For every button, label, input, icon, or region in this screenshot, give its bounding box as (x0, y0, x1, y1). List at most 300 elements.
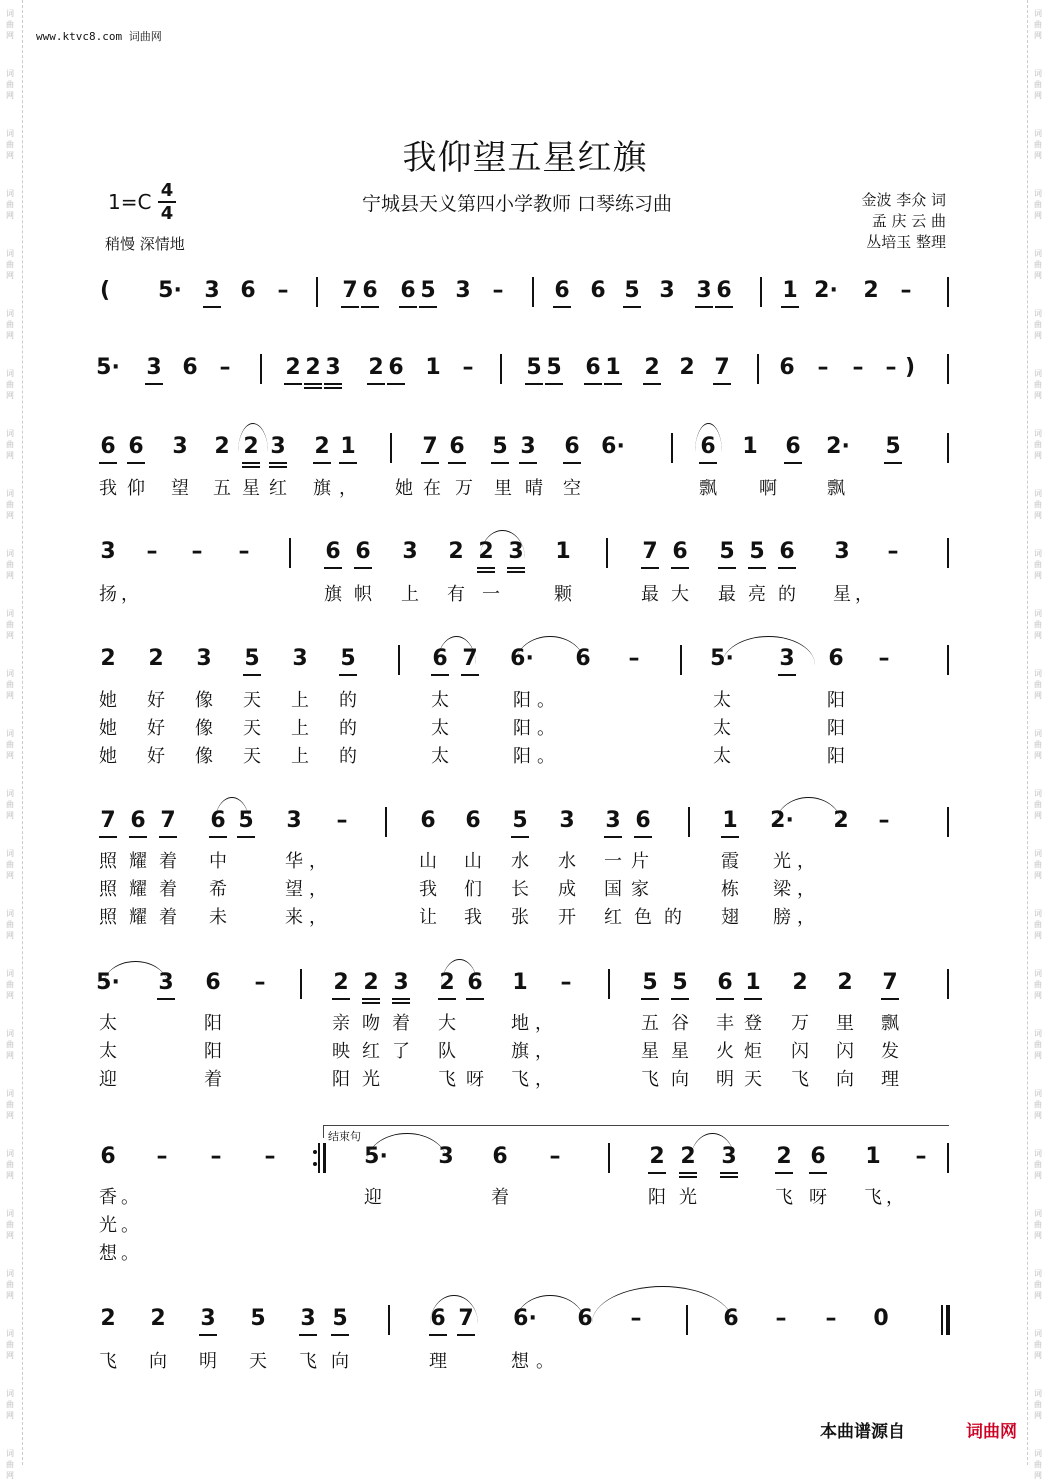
note: – (852, 355, 864, 380)
lyric-char: 飞 (99, 1351, 117, 1372)
lyric-char: 飞 (864, 1187, 882, 1208)
underline (392, 998, 410, 1000)
final-barline-thick (946, 1305, 950, 1335)
note: – (817, 355, 829, 380)
lyric-char: 膀 (773, 907, 791, 928)
footer-brand[interactable]: 词曲网 (966, 1422, 1017, 1442)
note: – (878, 646, 890, 671)
barline (947, 354, 949, 384)
lyric-char: 上 (401, 584, 419, 605)
watermark-text: 词 曲 网 (1034, 909, 1042, 940)
repeat-dot (313, 1150, 317, 1154)
underline (99, 836, 117, 838)
underline (491, 462, 509, 464)
lyric-char: 星 (242, 478, 260, 499)
note: 1 (425, 355, 441, 380)
repeat-dot (313, 1162, 317, 1166)
lyric-char: 飞 (438, 1069, 456, 1090)
lyric-char: 向 (331, 1351, 349, 1372)
lyric-char: 飘 (881, 1013, 899, 1034)
note: 6 (828, 646, 844, 671)
lyric-char: 炬 (744, 1041, 762, 1062)
watermark-text: 词 曲 网 (1034, 609, 1042, 640)
watermark-text: 词 曲 网 (6, 429, 14, 460)
note: 3 (325, 355, 341, 380)
underline (361, 306, 379, 308)
note: 3 (696, 278, 712, 303)
note: 3 (559, 808, 575, 833)
barline (606, 538, 608, 568)
slur (437, 636, 476, 665)
underline (519, 462, 537, 464)
lyric-char: 登 (744, 1013, 762, 1034)
underline (604, 383, 622, 385)
lyric-char: 香 (99, 1187, 117, 1208)
watermark-text: 词 曲 网 (6, 609, 14, 640)
lyric-char: 山 (464, 851, 482, 872)
note: 6 (100, 434, 116, 459)
underline (157, 998, 175, 1000)
lyric-char: 霞 (721, 851, 739, 872)
note: 3 (721, 1144, 737, 1169)
barline (947, 645, 949, 675)
note: 2 (368, 355, 384, 380)
lyric-char: 在 (423, 478, 441, 499)
watermark-text: 词 曲 网 (6, 1449, 14, 1480)
lyric-char: 天 (243, 718, 261, 739)
lyric-char: 有 (447, 584, 465, 605)
underline (269, 462, 287, 464)
lyric-char: 太 (713, 746, 731, 767)
note: 5 (332, 1306, 348, 1331)
lyric-char: 最 (641, 584, 659, 605)
time-signature-top: 4 (160, 180, 174, 201)
lyric-char: 上 (291, 746, 309, 767)
note: 2 (285, 355, 301, 380)
note: 6 (205, 970, 221, 995)
note: 1 (782, 278, 798, 303)
lyric-char: 红 (362, 1041, 380, 1062)
underline (553, 306, 571, 308)
underline (331, 1334, 349, 1336)
note: 3 (158, 970, 174, 995)
watermark-text: 词 曲 网 (1034, 309, 1042, 340)
lyric-char: 阳 (513, 690, 531, 711)
underline (604, 836, 622, 838)
final-barline (941, 1305, 943, 1335)
lyric-char: 天 (243, 690, 261, 711)
note: 6 (590, 278, 606, 303)
lyric-char: 华 (285, 851, 303, 872)
note: 2 (214, 434, 230, 459)
lyricist: 金波 李众 词 (861, 191, 946, 209)
watermark-text: 词 曲 网 (1034, 669, 1042, 700)
lyric-char: 。 (121, 1215, 139, 1236)
lyric-char: 谷 (671, 1013, 689, 1034)
note: 2 (363, 970, 379, 995)
underline (387, 383, 405, 385)
underline (242, 462, 260, 464)
lyric-char: 上 (291, 690, 309, 711)
watermark-text: 词 曲 网 (1034, 1269, 1042, 1300)
underline (695, 306, 713, 308)
note: 6 (492, 1144, 508, 1169)
note: 5· (96, 970, 120, 995)
watermark-text: 词 曲 网 (1034, 369, 1042, 400)
lyric-char: 呀 (809, 1187, 827, 1208)
underline (744, 998, 762, 1000)
slur (592, 1286, 733, 1323)
note: 6 (128, 434, 144, 459)
lyric-char: 天 (249, 1351, 267, 1372)
lyric-char: 天 (243, 746, 261, 767)
site-url[interactable]: www.ktvc8.com 词曲网 (36, 30, 162, 43)
watermark-text: 词 曲 网 (6, 729, 14, 760)
underline (809, 1172, 827, 1174)
lyric-char: ， (855, 584, 873, 605)
note: – (219, 355, 231, 380)
underline (748, 567, 766, 569)
lyric-char: 阳 (827, 690, 845, 711)
lyric-char: 耀 (129, 907, 147, 928)
watermark-text: 词 曲 网 (6, 1029, 14, 1060)
lyric-char: 耀 (129, 851, 147, 872)
note: 2 (649, 1144, 665, 1169)
lyric-char: 们 (464, 879, 482, 900)
lyric-char: 国 (604, 879, 622, 900)
lyric-char: ， (309, 879, 327, 900)
watermark-text: 词 曲 网 (1034, 1389, 1042, 1420)
underline (203, 306, 221, 308)
underline (641, 567, 659, 569)
watermark-text: 词 曲 网 (6, 1329, 14, 1360)
note: – (277, 278, 289, 303)
lyric-char: 向 (149, 1351, 167, 1372)
lyric-char: 里 (494, 478, 512, 499)
lyric-char: 让 (419, 907, 437, 928)
slur (775, 797, 842, 826)
note: 3 (172, 434, 188, 459)
underline (648, 1172, 666, 1174)
note: 6 (240, 278, 256, 303)
slur (441, 959, 478, 988)
lyric-char: 大 (671, 584, 689, 605)
lyric-char: 一 (604, 851, 622, 872)
note: 5 (492, 434, 508, 459)
note: 3 (204, 278, 220, 303)
lyric-char: 丰 (716, 1013, 734, 1034)
underline (584, 383, 602, 385)
note: 6 (465, 808, 481, 833)
lyric-char: 照 (99, 907, 117, 928)
underline (457, 1334, 475, 1336)
watermark-text: 词 曲 网 (6, 249, 14, 280)
note: 6 (400, 278, 416, 303)
lyric-char: 她 (395, 478, 413, 499)
lyric-char: 的 (339, 690, 357, 711)
note: 3 (508, 539, 524, 564)
underline (525, 383, 543, 385)
note: 6· (510, 646, 534, 671)
slur (515, 1295, 585, 1324)
note: – (915, 1144, 927, 1169)
note: 5 (546, 355, 562, 380)
underline (392, 1002, 410, 1004)
underline (720, 1172, 738, 1174)
note: 1 (605, 355, 621, 380)
lyric-char: 空 (563, 478, 581, 499)
note: 6 (716, 278, 732, 303)
lyric-char: 。 (121, 1187, 139, 1208)
lyric-char: 光 (679, 1187, 697, 1208)
underline (775, 1172, 793, 1174)
lyric-char: 亮 (748, 584, 766, 605)
lyric-char: 她 (99, 746, 117, 767)
lyric-char: 星 (833, 584, 851, 605)
lyric-char: 想 (511, 1351, 529, 1372)
lyric-char: 阳 (648, 1187, 666, 1208)
lyric-char: 飘 (827, 478, 845, 499)
note: 2 (679, 355, 695, 380)
note: 6 (585, 355, 601, 380)
note: 3 (300, 1306, 316, 1331)
lyric-char: 映 (332, 1041, 350, 1062)
lyric-char: 发 (881, 1041, 899, 1062)
lyric-char: 阳 (204, 1041, 222, 1062)
lyric-char: 好 (147, 690, 165, 711)
lyric-char: 向 (836, 1069, 854, 1090)
lyric-char: ， (797, 907, 815, 928)
lyric-char: 长 (511, 879, 529, 900)
barline (947, 1143, 949, 1173)
watermark-text: 词 曲 网 (1034, 489, 1042, 520)
key-signature: 1=C (108, 190, 152, 214)
lyric-char: 呀 (466, 1069, 484, 1090)
underline (237, 836, 255, 838)
lyric-char: 着 (159, 907, 177, 928)
lyric-char: 天 (744, 1069, 762, 1090)
note: 5· (158, 278, 182, 303)
note: 6 (779, 539, 795, 564)
underline (199, 1334, 217, 1336)
watermark-text: 词 曲 网 (6, 489, 14, 520)
note: 5· (364, 1144, 388, 1169)
barline (688, 807, 690, 837)
lyric-char: 像 (195, 690, 213, 711)
barline (390, 433, 392, 463)
lyric-char: 晴 (525, 478, 543, 499)
lyric-char: 太 (99, 1013, 117, 1034)
note: 3 (292, 646, 308, 671)
lyric-char: 来 (285, 907, 303, 928)
lyric-char: 光 (773, 851, 791, 872)
note: 5 (512, 808, 528, 833)
note: – (462, 355, 474, 380)
lyric-char: 望 (285, 879, 303, 900)
underline (367, 383, 385, 385)
lyric-char: 未 (209, 907, 227, 928)
note: 6 (182, 355, 198, 380)
lyric-char: 家 (631, 879, 649, 900)
barline (760, 277, 762, 307)
note: 6 (432, 646, 448, 671)
watermark-text: 词 曲 网 (6, 369, 14, 400)
lyric-char: 理 (881, 1069, 899, 1090)
lyric-char: 飘 (699, 478, 717, 499)
barline (947, 969, 949, 999)
note: 3 (200, 1306, 216, 1331)
note: – (630, 1306, 642, 1331)
note: 6 (449, 434, 465, 459)
underline (507, 571, 525, 573)
underline (545, 383, 563, 385)
lyric-char: 的 (778, 584, 796, 605)
lyric-char: 吻 (362, 1013, 380, 1034)
lyric-char: ， (339, 478, 357, 499)
underline (341, 306, 359, 308)
note: ( (99, 278, 111, 303)
note: – (210, 1144, 222, 1169)
barline (947, 277, 949, 307)
lyric-char: 阳 (513, 746, 531, 767)
lyric-char: 阳 (513, 718, 531, 739)
note: – (549, 1144, 561, 1169)
note: 2 (776, 1144, 792, 1169)
lyric-char: 。 (536, 1351, 554, 1372)
lyric-char: 好 (147, 746, 165, 767)
lyric-char: 耀 (129, 879, 147, 900)
underline (671, 567, 689, 569)
underline (623, 306, 641, 308)
underline (99, 462, 117, 464)
watermark-text: 词 曲 网 (1034, 9, 1042, 40)
lyric-char: 阳 (827, 718, 845, 739)
note: 5 (642, 970, 658, 995)
lyric-char: 明 (199, 1351, 217, 1372)
slur (722, 636, 815, 665)
underline (715, 306, 733, 308)
lyric-char: ， (121, 584, 139, 605)
underline (778, 674, 796, 676)
underline (421, 462, 439, 464)
note: 2· (826, 434, 850, 459)
lyric-char: ， (309, 851, 327, 872)
note: 3 (146, 355, 162, 380)
underline (304, 387, 322, 389)
underline (679, 1172, 697, 1174)
watermark-text: 词 曲 网 (1034, 729, 1042, 760)
lyric-char: 里 (836, 1013, 854, 1034)
note: 3 (438, 1144, 454, 1169)
lyric-char: 五 (213, 478, 231, 499)
note: 2 (333, 970, 349, 995)
underline (718, 567, 736, 569)
song-title: 我仰望五星红旗 (402, 138, 648, 178)
watermark-text: 词 曲 网 (1034, 69, 1042, 100)
lyric-char: 闪 (836, 1041, 854, 1062)
note: 6 (325, 539, 341, 564)
note: 7 (342, 278, 358, 303)
lyric-char: 太 (713, 718, 731, 739)
note: 2 (150, 1306, 166, 1331)
lyric-char: 最 (718, 584, 736, 605)
barline (671, 433, 673, 463)
watermark-text: 词 曲 网 (1034, 1089, 1042, 1120)
underline (721, 836, 739, 838)
lyric-char: 队 (438, 1041, 456, 1062)
barline (388, 1305, 390, 1335)
watermark-text: 词 曲 网 (6, 309, 14, 340)
note: – (560, 970, 572, 995)
underline (778, 567, 796, 569)
lyric-char: 火 (716, 1041, 734, 1062)
watermark-text: 词 曲 网 (1034, 1209, 1042, 1240)
barline (680, 645, 682, 675)
note: 6· (601, 434, 625, 459)
watermark-text: 词 曲 网 (1034, 249, 1042, 280)
slur (515, 636, 585, 665)
note: 5 (526, 355, 542, 380)
lyric-char: 颗 (554, 584, 572, 605)
watermark-text: 词 曲 网 (6, 1209, 14, 1240)
lyric-char: 太 (713, 690, 731, 711)
underline (884, 462, 902, 464)
barline (398, 645, 400, 675)
lyric-char: 五 (641, 1013, 659, 1034)
note: 6 (635, 808, 651, 833)
lyric-char: 开 (558, 907, 576, 928)
lyric-char: 光 (362, 1069, 380, 1090)
underline (332, 998, 350, 1000)
barline (385, 807, 387, 837)
watermark-text: 词 曲 网 (6, 549, 14, 580)
note: 2· (814, 278, 838, 303)
underline (362, 998, 380, 1000)
lyric-char: 理 (429, 1351, 447, 1372)
note: – (191, 539, 203, 564)
note: 5 (340, 646, 356, 671)
underline (477, 571, 495, 573)
note: 3 (393, 970, 409, 995)
note: 1 (745, 970, 761, 995)
note: 3 (605, 808, 621, 833)
note: 5 (672, 970, 688, 995)
note: 6 (785, 434, 801, 459)
lyric-char: 阳 (204, 1013, 222, 1034)
lyric-char: 望 (171, 478, 189, 499)
note: 6 (564, 434, 580, 459)
lyric-char: 一 (482, 584, 500, 605)
underline (466, 998, 484, 1000)
note: – (900, 278, 912, 303)
lyric-char: 飞 (641, 1069, 659, 1090)
repeat-barline (318, 1143, 320, 1173)
underline (784, 462, 802, 464)
note: 5 (719, 539, 735, 564)
lyric-char: ， (797, 851, 815, 872)
lyric-char: 色 (634, 907, 652, 928)
subtitle: 宁城县天义第四小学教师 口琴练习曲 (362, 193, 673, 215)
lyric-char: 旗 (324, 584, 342, 605)
note: 3 (520, 434, 536, 459)
lyric-char: 飞 (299, 1351, 317, 1372)
arranger: 丛培玉 整理 (866, 233, 946, 251)
note: 2 (439, 970, 455, 995)
lyric-char: 太 (99, 1041, 117, 1062)
note: 3 (286, 808, 302, 833)
lyric-char: 的 (664, 907, 682, 928)
lyric-char: ， (535, 1069, 553, 1090)
